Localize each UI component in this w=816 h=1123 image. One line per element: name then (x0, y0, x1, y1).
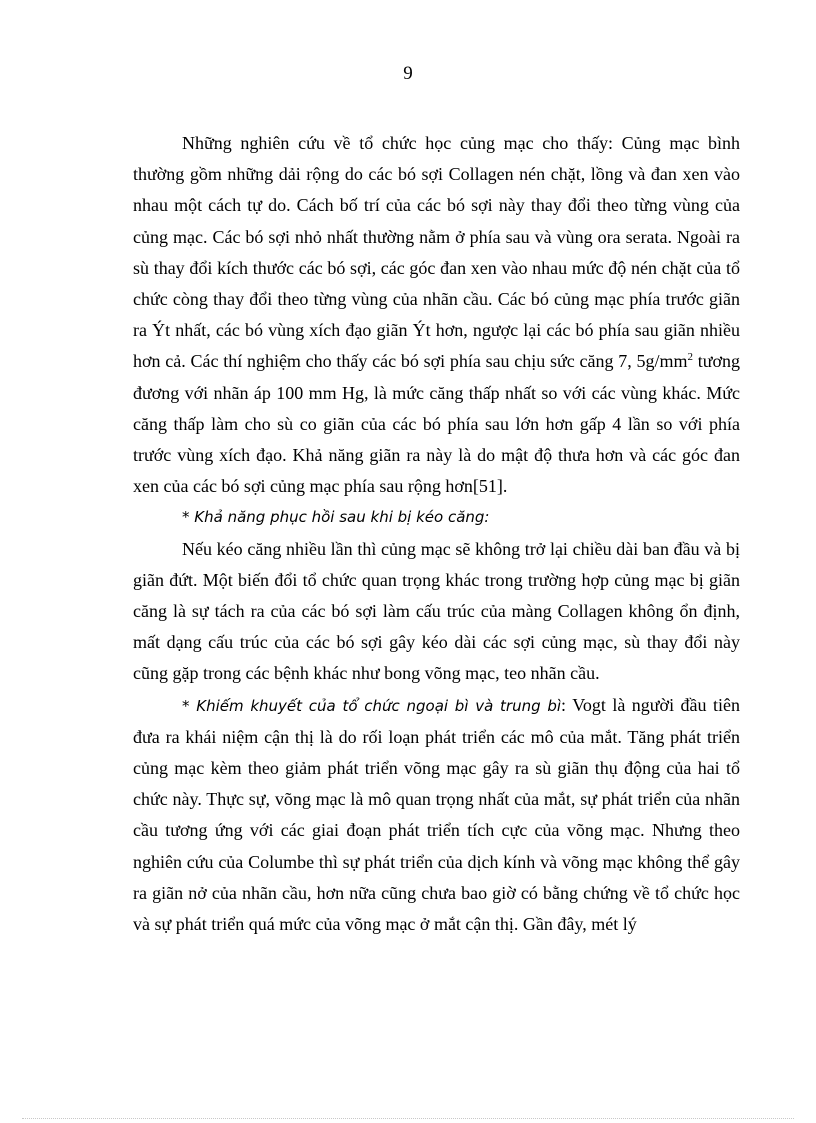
paragraph-sclera-histology (133, 128, 740, 502)
page-number: 9 (403, 63, 413, 84)
body-text (133, 128, 740, 940)
paragraph-text: Những nghiên cứu về tổ chức học củng mạc cho thấy: Củng mạc bình thường gồm những dải rộng do các bó sợi Collagen nén chặt, lồng và đan xen vào nhau một cách tự do. Cách bố trí của các bó sợi này thay đổi theo từng vùng của củng mạc. Các bó sợi nhỏ nhất thường nằm ở phía sau và vùng ora serata. Ngoài ra sù thay đổi kích thước các bó sợi, các góc đan xen vào nhau mức độ nén chặt của tổ chức còng thay đổi theo từng vùng của nhãn cầu. Các bó củng mạc phía trước giãn ra Ýt nhất, các bó vùng xích đạo giãn Ýt hơn, ngược lại các bó phía sau giãn nhiều hơn cả. Các thí nghiệm cho thấy các bó sợi phía sau chịu sức căng 7, 5g/mm (133, 133, 740, 372)
superscript: 2 (687, 351, 693, 364)
paragraph-tissue-defects (133, 690, 740, 941)
paragraph-text: : Vogt là người đầu tiên đưa ra khái niệm cận thị là do rối loạn phát triển các mô của mắt. Tăng phát triển củng mạc kèm theo giảm phát triển võng mạc gây ra sù giãn thụ động của hai tổ chức này. Thực sự, võng mạc là mô quan trọng nhất của mắt, sự phát triển của nhãn cầu tương ứng với các giai đoạn phát triển tích cực của võng mạc. Nhưng theo nghiên cứu của Columbe thì sự phát triển của dịch kính và võng mạc không thể gây ra giãn nở của nhãn cầu, hơn nữa cũng chưa bao giờ có bằng chứng về tổ chức học và sự phát triển quá mức của võng mạc ở mắt cận thị. Gần đây, mét lý (133, 694, 741, 935)
paragraph-text-continued: tương đương với nhãn áp 100 mm Hg, là mức căng thấp nhất so với các vùng khác. Mức căng thấp làm cho sù co giãn của các bó phía sau lớn hơn gấp 4 lần so với phía trước vùng xích đạo. Khả năng giãn ra này là do mật độ thưa hơn và các góc đan xen của các bó sợi củng mạc phía sau rộng hơn[51]. (133, 351, 740, 497)
subheading-recovery: * Khả năng phục hồi sau khi bị kéo căng: (182, 508, 490, 527)
inline-subheading-defects: * Khiếm khuyết của tổ chức ngoại bì và trung bì (182, 696, 562, 715)
page-bottom-divider (22, 1118, 794, 1119)
paragraph-stretch-recovery: Nếu kéo căng nhiều lần thì củng mạc sẽ không trở lại chiều dài ban đầu và bị giãn đứt. Một biến đổi tổ chức quan trọng khác trong trường hợp củng mạc bị giãn căng là sự tách ra của các bó sợi làm cấu trúc của màng Collagen không ổn định, mất dạng cấu trúc của các bó sợi gây kéo dài các sợi củng mạc, sù thay đổi này cũng gặp trong các bệnh khác như bong võng mạc, teo nhãn cầu. (133, 538, 740, 684)
